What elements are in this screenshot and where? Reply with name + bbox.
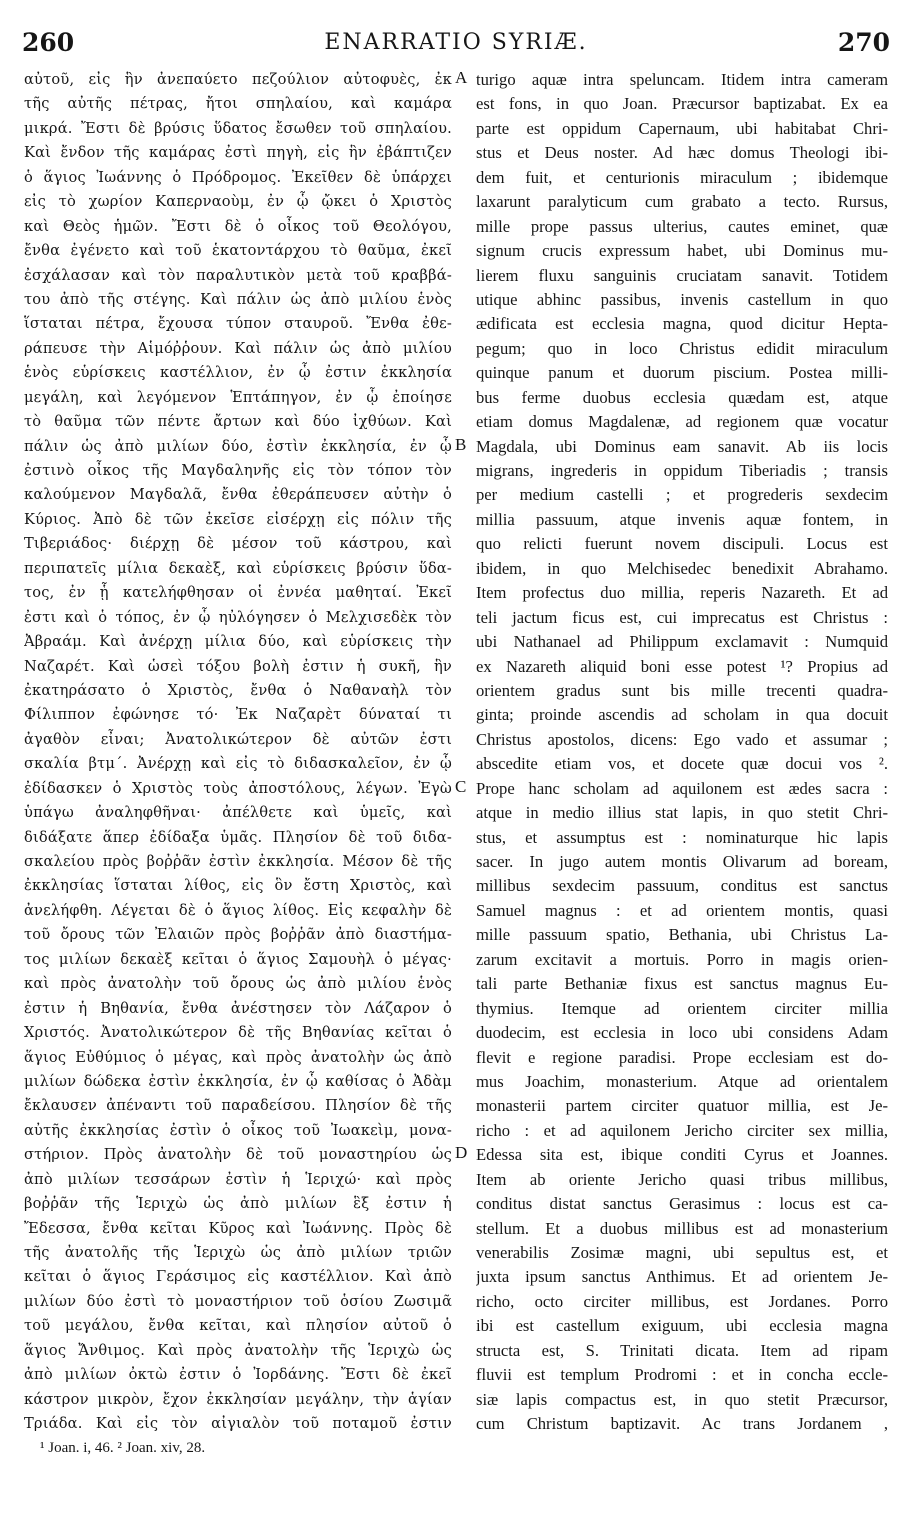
greek-text-line: πάλιν ὡς ἀπὸ μιλίων δύο, ἐστὶν ἐκκλησία, ἐν ᾧ <box>24 437 452 455</box>
latin-text-line: pegum; quo in loco Christus edidit miraculum <box>476 338 888 358</box>
greek-text-line: ἐκατηράσατο ὁ Χριστὸς, ἔνθα ὁ Ναθαναὴλ τὸν <box>24 681 452 699</box>
latin-text-line: quinque panum et duorum piscium. Postea milli- <box>476 363 888 383</box>
latin-text-line: Magdala, ubi Dominus eam sanavit. Ab iis locis <box>476 436 888 456</box>
greek-text-line: Ἔδεσσα, ἔνθα κεῖται Κῦρος καὶ Ἰωάννης. Πρὸς δὲ <box>24 1219 452 1237</box>
greek-text-line: Ἀβραάμ. Καὶ ἀνέρχῃ μίλια δύο, καὶ εὑρίσκεις τὴν <box>24 633 452 651</box>
latin-text-line: millibus sexdecim passuum, conditus est sanctus <box>476 876 888 896</box>
latin-text-line: est fons, in quo Joan. Præcursor baptizabat. Ex ea <box>476 94 888 114</box>
greek-text-line: εἰς τὸ χωρίον Καπερναοὺμ, ἐν ᾧ ᾤκει ὁ Χριστὸς <box>24 193 452 211</box>
latin-text-line: migrans, ingrederis in oppidum Tiberiadis ; transis <box>476 461 888 480</box>
latin-text-line: ibi est castellum exiguum, ubi ecclesia magna <box>476 1316 888 1336</box>
latin-text-line: flevit e regione paradisi. Prope ecclesiam est do- <box>476 1047 888 1067</box>
greek-text-line: καὶ πρὸς ἀνατολὴν τοῦ ὄρους ὡς ἀπὸ μιλίου ἑνὸς <box>24 975 452 993</box>
greek-text-line: Ναζαρέτ. Καὶ ὡσεὶ τόξου βολὴ ἐστιν ἡ συκῆ, ἣν <box>24 657 452 675</box>
latin-text-line: Samuel magnus : et ad orientem montis, quasi <box>476 900 888 920</box>
latin-text-line: turigo aquæ intra speluncam. Itidem intra cameram <box>476 70 888 89</box>
greek-text-line: ἔκλαυσεν ἀπέναντι τοῦ παραδείσου. Πλησίον δὲ τῆς <box>24 1097 452 1115</box>
page-header <box>22 28 890 64</box>
latin-text-line: ibidem, in quo Melchisedec benedixit Abrahamo. <box>476 558 888 578</box>
latin-text-line: Item ab oriente Jericho quasi tribus millibus, <box>476 1169 888 1189</box>
latin-text-line: fluvii est templum Prodromi : et in concha eccle- <box>476 1365 888 1385</box>
latin-text-line: venerabilis Zosimæ magni, ubi sepultus est, et <box>476 1243 888 1262</box>
greek-text-line: του ἀπὸ τῆς στέγης. Καὶ πάλιν ὡς ἀπὸ μιλίου ἑνὸς <box>24 290 452 308</box>
greek-text-line: ἀνελήφθη. Λέγεται δὲ ὁ ἅγιος λίθος. Εἰς κεφαλὴν δὲ <box>24 901 452 919</box>
greek-text-line: ἐστινὸ οἶκος τῆς Μαγδαληνῆς εἰς τὸν τόπον τὸν <box>24 462 452 479</box>
margin-letters <box>452 68 476 1438</box>
greek-text-line: ἐδίδασκεν ὁ Χριστὸς τοὺς ἀποστόλους, λέγων. Ἐγὼ <box>24 779 452 797</box>
greek-text-line: ἀπὸ μιλίων τεσσάρων ἐστὶν ἡ Ἱεριχώ· καὶ πρὸς <box>24 1170 452 1188</box>
latin-text-line: structa est, S. Trinitati dicata. Item ad ripam <box>476 1340 888 1360</box>
latin-text-line <box>476 1437 888 1439</box>
latin-text-line: per medium castelli ; et progrederis sexdecim <box>476 485 888 505</box>
latin-text-line: Christus apostolos, dicens: Ego vado et assumar ; <box>476 729 888 749</box>
greek-text-line: αὐτοῦ, εἰς ἣν ἀνεπαύετο πεζούλιον αὐτοφυὲς, ἐκ <box>24 71 452 88</box>
latin-text-line: ginta; proinde ascendis ad scholam in qua docuit <box>476 705 888 725</box>
greek-text-line: τος μιλίων δεκαὲξ κεῖται ὁ ἅγιος Σαμουὴλ ὁ μέγας· <box>24 950 452 968</box>
latin-text-line: lierem fluxu sanguinis cruciatam sanavit. Totidem <box>476 265 888 285</box>
greek-text-line: περιπατεῖς μίλια δεκαὲξ, καὶ εὑρίσκεις βρύσιν ὕδα- <box>24 559 452 577</box>
latin-text-line: sacer. In jugo autem montis Olivarum ad boream, <box>476 852 888 871</box>
latin-text-line: etiam domus Magdalenæ, ad regionem quæ vocatur <box>476 412 888 432</box>
page-number-left: 260 <box>22 28 75 57</box>
footnotes: ¹ Joan. i, 46. ² Joan. xiv, 28. <box>40 1440 206 1456</box>
latin-text-line: abscedite etiam vos, et docete quæ docui vos ². <box>476 754 888 774</box>
greek-text-line <box>24 1437 452 1439</box>
running-head: ENARRATIO SYRIÆ. <box>324 30 588 55</box>
latin-text-line: utique abhinc passibus, invenis castellum in quo <box>476 289 888 309</box>
latin-text-line: siæ lapis compactus est, in quo stetit Præcursor, <box>476 1389 888 1409</box>
latin-text-line: signum crucis expressum habet, ubi Dominus mu- <box>476 241 888 261</box>
latin-text-line: bus ferme duobus ecclesia quædam est, atque <box>476 387 888 407</box>
greek-text-line: ἀπὸ μιλίων ὀκτὼ ἐστιν ὁ Ἰορδάνης. Ἔστι δὲ ἐκεῖ <box>24 1366 452 1384</box>
greek-text-line: ἅγιος Ἄνθιμος. Καὶ πρὸς ἀνατολὴν τῆς Ἱεριχὼ ὡς <box>24 1341 452 1359</box>
latin-column <box>476 68 888 1438</box>
greek-column <box>24 68 452 1438</box>
greek-text-line: καλούμενον Μαγδαλᾶ, ἔνθα ἐθεράπευσεν αὐτὴν ὁ <box>24 486 452 504</box>
greek-text-line: τος, ἐν ᾗ κατελήφθησαν οἱ ἐννέα μαθηταί. Ἐκεῖ <box>24 584 452 602</box>
greek-text-line: Κύριος. Ἀπὸ δὲ τῶν ἐκεῖσε εἰσέρχῃ εἰς πόλιν τῆς <box>24 510 452 528</box>
greek-text-line: Τριάδα. Καὶ εἰς τὸν αἰγιαλὸν τοῦ ποταμοῦ ἐστιν <box>24 1415 452 1433</box>
latin-text-line: quo relicti fuerunt novem discipuli. Locus est <box>476 534 888 554</box>
greek-text-line: Καὶ ἔνδον τῆς καμάρας ἐστὶ πηγὴ, εἰς ἣν ἐβάπτιζεν <box>24 144 452 162</box>
latin-text-line: monasterii partem circiter quatuor millia, est Je- <box>476 1096 888 1116</box>
latin-text-line: stellum. Et a duobus millibus est ad monasterium <box>476 1218 888 1238</box>
latin-text-line: ex Nazareth aliquid boni esse potest ¹? Propius ad <box>476 656 888 676</box>
greek-text-line: κεῖται ὁ ἅγιος Γεράσιμος εἰς καστέλλιον. Καὶ ἀπὸ <box>24 1268 452 1286</box>
margin-letter-a: A <box>455 68 468 87</box>
greek-text-line: μεγάλη, καὶ λεγόμενον Ἑπτάπηγον, ἐν ᾧ ἐποίησε <box>24 388 452 406</box>
greek-text-line: αὐτῆς ἐκκλησίας ἐστὶν ὁ οἶκος τοῦ Ἰωακεὶμ, μονα- <box>24 1121 452 1139</box>
latin-text-line: tali parte Bethaniæ fixus est sanctus magnus Eu- <box>476 974 888 994</box>
greek-text-line: ἑνὸς εὑρίσκεις καστέλλιον, ἐν ᾧ ἐστιν ἐκκλησία <box>24 364 452 382</box>
greek-text-line: βοῤῥᾶν τῆς Ἱεριχὼ ὡς ἀπὸ μιλίων ἓξ ἐστιν ἡ <box>24 1195 452 1213</box>
latin-text-line: mus Joachim, monasterium. Atque ad orientalem <box>476 1071 888 1091</box>
latin-text-line: thymius. Itemque ad orientem circiter millia <box>476 998 888 1018</box>
latin-text-line: teli jactum ficus est, cui imprecatus est Christus : <box>476 607 888 627</box>
greek-text-line: τῆς ἀνατολῆς τῆς Ἱεριχὼ ὡς ἀπὸ μιλίων τριῶν <box>24 1244 452 1261</box>
greek-text-line: ἐστιν ἡ Βηθανία, ἔνθα ἀνέστησεν τὸν Λάζαρον ὁ <box>24 999 452 1017</box>
latin-text-line: dem fuit, et centurionis miraculum ; ibidemque <box>476 167 888 187</box>
greek-text-line: ἔνθα ἐγένετο καὶ τοῦ ἑκατοντάρχου τὸ θαῦμα, ἐκεῖ <box>24 242 452 260</box>
page-number-right: 270 <box>837 28 890 57</box>
latin-text-line: laxarunt paralyticum cum grabato a tecto. Rursus, <box>476 192 888 212</box>
greek-text-line: μιλίων δώδεκα ἐστὶν ἐκκλησία, ἐν ᾧ καθίσας ὁ Ἀδὰμ <box>24 1072 452 1090</box>
latin-text-line: duodecim, est ecclesia in loco ubi considens Adam <box>476 1023 888 1043</box>
greek-text-line: τοῦ ὄρους τῶν Ἐλαιῶν πρὸς βοῤῥᾶν ἀπὸ διαστήμα- <box>24 926 452 944</box>
greek-text-line: στήριον. Πρὸς ἀνατολὴν δὲ τοῦ μοναστηρίου ὡς <box>24 1146 452 1164</box>
greek-text-line: μιλίων δύο ἐστὶ τὸ μοναστήριον τοῦ ὁσίου Ζωσιμᾶ <box>24 1292 452 1310</box>
latin-text-line: mille passuum spatio, Bethania, ubi Christus La- <box>476 925 888 945</box>
greek-text-line: ἐσχάλασαν καὶ τὸν παραλυτικὸν μετὰ τοῦ κραββά- <box>24 266 452 284</box>
latin-text-line: Edessa sita est, ibique conditi Cyrus et Joannes. <box>476 1145 888 1165</box>
greek-text-line: διδάξατε ἅπερ ἐδίδαξα ὑμᾶς. Πλησίον δὲ τοῦ διδα- <box>24 828 452 846</box>
greek-text-line: καὶ Θεὸς ἡμῶν. Ἔστι δὲ ὁ οἶκος τοῦ Θεολόγου, <box>24 217 452 235</box>
margin-letter-b: B <box>455 435 467 454</box>
greek-text-line: σκαλείου πρὸς βοῤῥᾶν ἐστὶν ἐκκλησία. Μέσον δὲ τῆς <box>24 853 452 870</box>
greek-text-line: ὁ ἅγιος Ἰωάννης ὁ Πρόδρομος. Ἐκεῖθεν δὲ ὑπάρχει <box>24 168 452 186</box>
greek-text-line: ἐστι καὶ ὁ τόπος, ἐν ᾧ ηὐλόγησεν ὁ Μελχισεδὲκ τὸν <box>24 608 452 626</box>
greek-text-line: ἵσταται πέτρα, ἔχουσα τύπον σταυροῦ. Ἔνθα ἐθε- <box>24 315 452 333</box>
latin-text-line: conditus distat sanctus Gerasimus : locus est ca- <box>476 1194 888 1214</box>
latin-text-line: stus et Deus noster. Ad hæc domus Theologi ibi- <box>476 143 888 163</box>
latin-text-line: zarum excitavit a mortuis. Porro in magis orien- <box>476 949 888 969</box>
greek-text-line: ράπευσε τὴν Αἱμόῤῥουν. Καὶ πάλιν ὡς ἀπὸ μιλίου <box>24 339 452 357</box>
latin-text-line: richo, octo circiter millibus, est Jordanes. Porro <box>476 1291 888 1311</box>
latin-text-line: richo : et ad aquilonem Jericho circiter sex millia, <box>476 1120 888 1140</box>
greek-text-line: ἐκκλησίας ἵσταται λίθος, εἰς ὃν ἔστη Χριστὸς, καὶ <box>24 877 452 895</box>
greek-text-line: ὑπάγω ἀναληφθῆναι· ἀπέλθετε καὶ ὑμεῖς, καὶ <box>24 804 452 822</box>
latin-text-line: atque in medio illius stat lapis, in quo stetit Chri- <box>476 803 888 823</box>
latin-text-line: orientem gradus sunt bis mille trecenti quadra- <box>476 680 888 700</box>
margin-letter-c: C <box>455 777 467 796</box>
latin-text-line: Item profectus duo millia, reperis Nazareth. Et ad <box>476 583 888 603</box>
greek-text-line: Τιβεριάδος· διέρχῃ δὲ μέσον τοῦ κάστρου, καὶ <box>24 535 452 553</box>
latin-text-line: ubi Nathanael ad Philippum exclamavit : Numquid <box>476 632 888 652</box>
greek-text-line: Φίλιππον ἐφώνησε τό· Ἐκ Ναζαρὲτ δύναταί τι <box>24 706 452 724</box>
greek-text-line: μικρά. Ἔστι δὲ βρύσις ὕδατος ἔσωθεν τοῦ σπηλαίου. <box>24 119 452 137</box>
latin-text-line: millia passuum, atque invenis aquæ fontem, in <box>476 509 888 529</box>
latin-text-line: Prope hanc scholam ad aquilonem est ædes sacra : <box>476 778 888 798</box>
latin-text-line: cum Christum baptizavit. Ac trans Jordanem , <box>476 1414 888 1434</box>
greek-text-line: ἀγαθὸν εἶναι; Ἀνατολικώτερον δὲ αὐτῶν ἐστι <box>24 730 452 748</box>
latin-text-line: parte est oppidum Capernaum, ubi habitabat Chri- <box>476 118 888 138</box>
latin-text-line: juxta ipsum sanctus Anthimus. Et ad orientem Je- <box>476 1267 888 1287</box>
greek-text-line: ἅγιος Εὐθύμιος ὁ μέγας, καὶ πρὸς ἀνατολὴν ὡς ἀπὸ <box>24 1048 452 1066</box>
greek-text-line: τῆς αὐτῆς πέτρας, ἤτοι σπηλαίου, καὶ καμάρα <box>24 95 452 113</box>
greek-text-line: Χριστός. Ἀνατολικώτερον δὲ τῆς Βηθανίας κεῖται ὁ <box>24 1024 452 1042</box>
margin-letter-d: D <box>455 1143 468 1162</box>
greek-text-line: τὸ θαῦμα τῶν πέντε ἄρτων καὶ δύο ἰχθύων. Καὶ <box>24 413 452 431</box>
greek-text-line: τοῦ μεγάλου, ἔνθα κεῖται, καὶ πλησίον αὐτοῦ ὁ <box>24 1317 452 1335</box>
greek-text-line: σκαλία βτμ΄. Ἀνέρχῃ καὶ εἰς τὸ διδασκαλεῖον, ἐν ᾧ <box>24 755 452 773</box>
latin-text-line: stus, et assumptus est : nominaturque hic lapis <box>476 827 888 847</box>
greek-text-line: κάστρον μικρὸν, ἔχον ἐκκλησίαν μεγάλην, τὴν ἁγίαν <box>24 1390 452 1408</box>
latin-text-line: ædificata est ecclesia magna, quod dicitur Hepta- <box>476 314 888 334</box>
latin-text-line: mille prope passus ulterius, cautes eminet, quæ <box>476 216 888 236</box>
